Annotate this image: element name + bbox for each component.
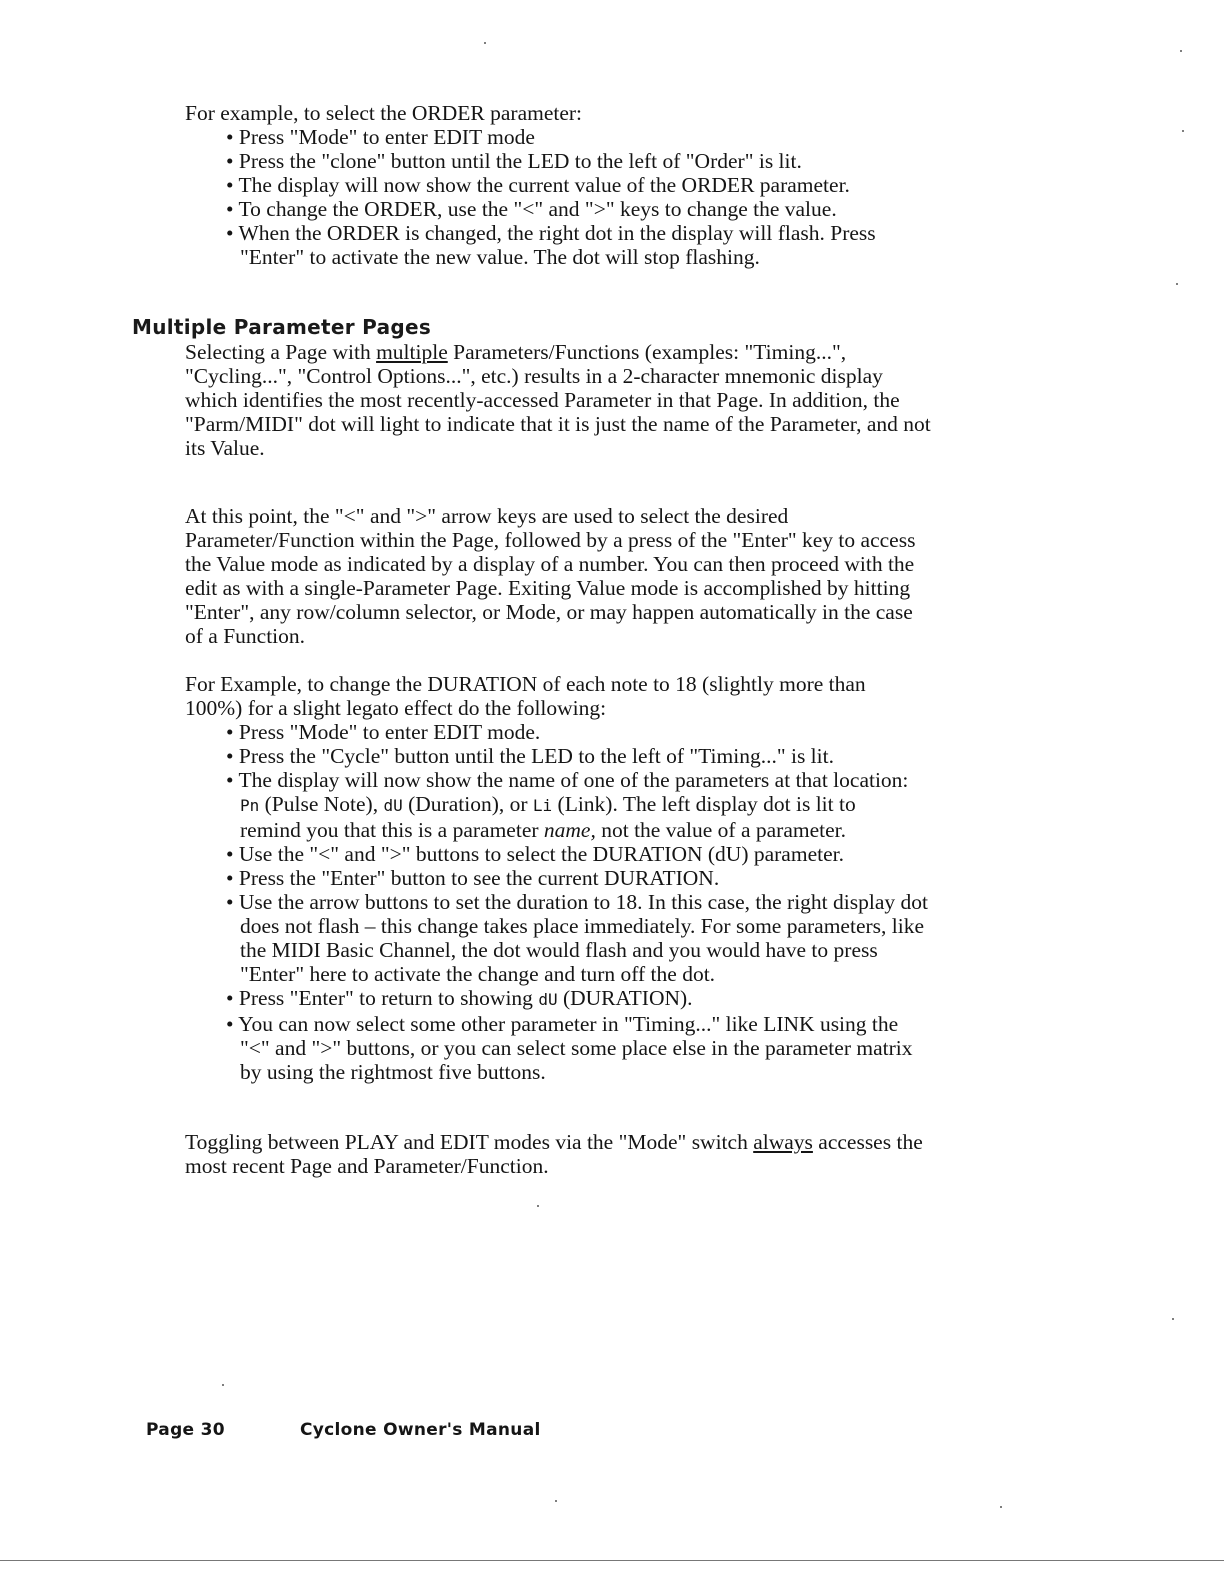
paragraph-line: "Parm/MIDI" dot will light to indicate that it is just the name of the Parameter, and not bbox=[185, 412, 931, 436]
paragraph-line: Parameter/Function within the Page, followed by a press of the "Enter" key to access bbox=[185, 528, 916, 552]
list-item-continuation: "<" and ">" buttons, or you can select some place else in the parameter matrix bbox=[240, 1036, 913, 1060]
paragraph-line: For Example, to change the DURATION of each note to 18 (slightly more than bbox=[185, 672, 866, 696]
paragraph-multiple-pages bbox=[185, 340, 931, 460]
scan-speck bbox=[222, 1384, 224, 1386]
paragraph-arrow-keys bbox=[185, 504, 915, 648]
list-item: • Press the "clone" button until the LED to the left of "Order" is lit. bbox=[226, 149, 802, 173]
list-item-continuation: the MIDI Basic Channel, the dot would flash and you would have to press bbox=[240, 938, 878, 962]
paragraph-line: At this point, the "<" and ">" arrow keys are used to select the desired bbox=[185, 504, 789, 528]
paragraph-line: 100%) for a slight legato effect do the following: bbox=[185, 696, 607, 720]
list-item: • Press the "Enter" button to see the current DURATION. bbox=[226, 866, 720, 890]
paragraph-line: Selecting a Page with multiple Parameters/Functions (examples: "Timing...", bbox=[185, 340, 847, 364]
list-item-continuation: remind you that this is a parameter name, not the value of a parameter. bbox=[240, 818, 846, 842]
list-item: • The display will now show the current value of the ORDER parameter. bbox=[226, 173, 850, 197]
paragraph-toggling bbox=[185, 1130, 923, 1178]
list-item-continuation: "Enter" here to activate the change and turn off the dot. bbox=[240, 962, 716, 986]
list-item: • The display will now show the name of one of the parameters at that location: bbox=[226, 768, 909, 792]
list-item-continuation: "Enter" to activate the new value. The dot will stop flashing. bbox=[240, 245, 760, 269]
list-item: • When the ORDER is changed, the right dot in the display will flash. Press bbox=[226, 221, 876, 245]
list-item: • Use the arrow buttons to set the duration to 18. In this case, the right display dot bbox=[226, 890, 928, 914]
intro-lead: For example, to select the ORDER parameter: bbox=[185, 101, 583, 125]
list-item: • Press "Mode" to enter EDIT mode. bbox=[226, 720, 541, 744]
list-item: • Press "Enter" to return to showing dU (DURATION). bbox=[226, 986, 693, 1010]
paragraph-line: "Enter", any row/column selector, or Mode, or may happen automatically in the case bbox=[185, 600, 913, 624]
paragraph-line: which identifies the most recently-accessed Parameter in that Page. In addition, the bbox=[185, 388, 900, 412]
scan-speck bbox=[1000, 1506, 1002, 1508]
list-item-continuation: by using the rightmost five buttons. bbox=[240, 1060, 546, 1084]
paragraph-line: Toggling between PLAY and EDIT modes via the "Mode" switch always accesses the bbox=[185, 1130, 923, 1154]
paragraph-line: of a Function. bbox=[185, 624, 306, 648]
scan-speck bbox=[1182, 130, 1184, 132]
example-duration-block bbox=[185, 672, 928, 1084]
list-item: • Use the "<" and ">" buttons to select the DURATION (dU) parameter. bbox=[226, 842, 844, 866]
list-item: • You can now select some other parameter in "Timing..." like LINK using the bbox=[226, 1012, 899, 1036]
list-item: • To change the ORDER, use the "<" and ">" keys to change the value. bbox=[226, 197, 837, 221]
scan-speck bbox=[1176, 283, 1178, 285]
list-item: • Press the "Cycle" button until the LED to the left of "Timing..." is lit. bbox=[226, 744, 834, 768]
manual-title: Cyclone Owner's Manual bbox=[300, 1420, 541, 1440]
scan-speck bbox=[537, 1205, 539, 1207]
list-item-continuation: does not flash – this change takes place immediately. For some parameters, like bbox=[240, 914, 925, 938]
paragraph-line: "Cycling...", "Control Options...", etc.) results in a 2-character mnemonic display bbox=[185, 364, 883, 388]
bottom-rule bbox=[0, 1560, 1224, 1561]
intro-block bbox=[185, 101, 876, 269]
scan-speck bbox=[484, 42, 486, 44]
scan-speck bbox=[1180, 50, 1182, 52]
list-item-continuation: Pn (Pulse Note), dU (Duration), or Li (Link). The left display dot is lit to bbox=[240, 792, 856, 816]
list-item: • Press "Mode" to enter EDIT mode bbox=[226, 125, 535, 149]
section-heading: Multiple Parameter Pages bbox=[132, 315, 432, 339]
scan-speck bbox=[1172, 1318, 1174, 1320]
paragraph-line: its Value. bbox=[185, 436, 265, 460]
paragraph-line: most recent Page and Parameter/Function. bbox=[185, 1154, 549, 1178]
scan-speck bbox=[555, 1500, 557, 1502]
paragraph-line: the Value mode as indicated by a display of a number. You can then proceed with the bbox=[185, 552, 915, 576]
page-number: Page 30 bbox=[146, 1420, 225, 1440]
paragraph-line: edit as with a single-Parameter Page. Exiting Value mode is accomplished by hitting bbox=[185, 576, 911, 600]
